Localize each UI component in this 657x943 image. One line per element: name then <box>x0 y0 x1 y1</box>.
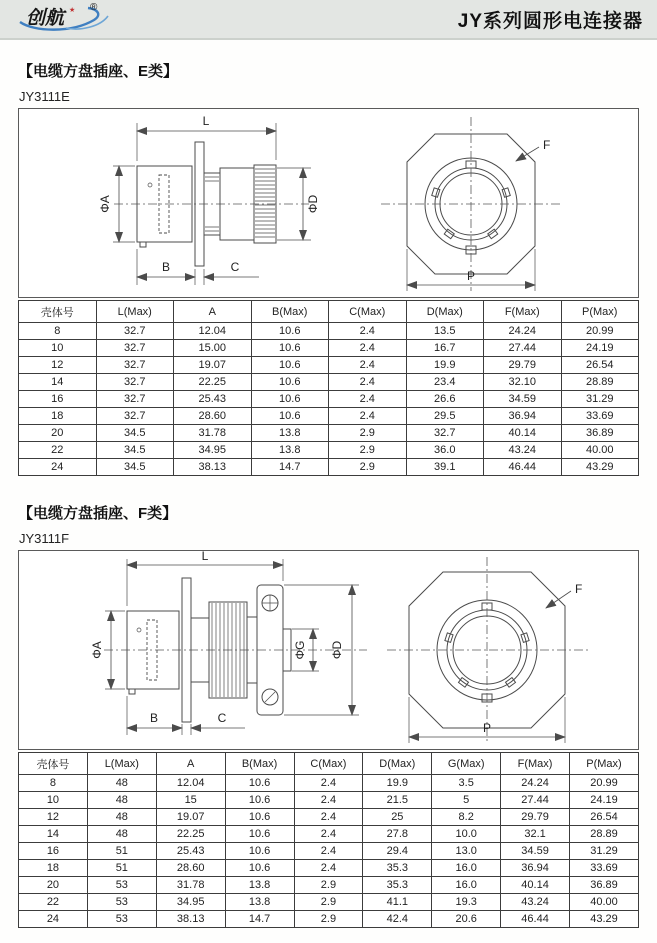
technical-drawing-e <box>18 108 639 298</box>
column-header: D(Max) <box>406 301 484 323</box>
table-row <box>19 775 639 792</box>
table-cell: 34.59 <box>501 843 570 860</box>
table-cell: 13.8 <box>251 425 329 442</box>
table-cell: 10 <box>19 792 88 809</box>
table-cell: 43.24 <box>484 442 562 459</box>
table-cell: 13.8 <box>225 894 294 911</box>
table-cell: 29.79 <box>484 357 562 374</box>
table-cell: 31.29 <box>570 843 639 860</box>
table-cell: 23.4 <box>406 374 484 391</box>
side-view-e <box>98 114 320 285</box>
dim-label-F: F <box>543 138 551 152</box>
table-cell: 22 <box>19 894 88 911</box>
column-header: C(Max) <box>329 301 407 323</box>
brand-logo <box>14 0 118 40</box>
drawing-f-svg <box>19 551 637 749</box>
table-cell: 10.6 <box>251 374 329 391</box>
table-cell: 2.4 <box>294 843 363 860</box>
table-cell: 10.6 <box>225 843 294 860</box>
table-cell: 28.60 <box>156 860 225 877</box>
table-cell: 12 <box>19 357 97 374</box>
table-cell: 16 <box>19 391 97 408</box>
table-cell: 5 <box>432 792 501 809</box>
front-view-e <box>381 117 561 291</box>
table-cell: 10.6 <box>225 809 294 826</box>
table-cell: 19.3 <box>432 894 501 911</box>
table-cell: 32.7 <box>96 323 174 340</box>
table-cell: 32.7 <box>96 340 174 357</box>
dim-label-phiD: ΦD <box>306 194 320 214</box>
table-cell: 26.54 <box>570 809 639 826</box>
table-cell: 2.9 <box>329 459 407 476</box>
column-header: A <box>156 753 225 775</box>
table-cell: 46.44 <box>501 911 570 928</box>
table-cell: 28.89 <box>570 826 639 843</box>
table-cell: 34.95 <box>174 442 252 459</box>
logo-graphic <box>14 0 118 35</box>
column-header: L(Max) <box>96 301 174 323</box>
table-cell: 2.4 <box>329 391 407 408</box>
table-cell: 32.7 <box>96 391 174 408</box>
table-cell: 2.9 <box>294 911 363 928</box>
table-cell: 13.0 <box>432 843 501 860</box>
table-cell: 2.9 <box>294 894 363 911</box>
table-cell: 26.6 <box>406 391 484 408</box>
table-cell: 34.5 <box>96 442 174 459</box>
table-cell: 43.29 <box>570 911 639 928</box>
column-header: F(Max) <box>484 301 562 323</box>
table-cell: 14 <box>19 374 97 391</box>
table-cell: 36.89 <box>561 425 639 442</box>
table-cell: 34.95 <box>156 894 225 911</box>
table-row <box>19 357 639 374</box>
column-header: D(Max) <box>363 753 432 775</box>
table-cell: 2.4 <box>329 408 407 425</box>
table-cell: 38.13 <box>174 459 252 476</box>
table-cell: 40.14 <box>501 877 570 894</box>
table-cell: 10.6 <box>225 860 294 877</box>
table-cell: 41.1 <box>363 894 432 911</box>
table-cell: 33.69 <box>561 408 639 425</box>
table-cell: 32.10 <box>484 374 562 391</box>
table-cell: 8 <box>19 323 97 340</box>
table-cell: 32.7 <box>96 357 174 374</box>
table-cell: 20.99 <box>561 323 639 340</box>
table-cell: 20.99 <box>570 775 639 792</box>
table-cell: 40.14 <box>484 425 562 442</box>
dim-label-phiA2: ΦA <box>90 641 104 659</box>
column-header: A <box>174 301 252 323</box>
page-title: JY系列圆形电连接器 <box>457 10 643 32</box>
table-cell: 14 <box>19 826 88 843</box>
table-cell: 51 <box>87 860 156 877</box>
table-cell: 14.7 <box>251 459 329 476</box>
table-row <box>19 894 639 911</box>
column-header: B(Max) <box>251 301 329 323</box>
model-number-e: JY3111E <box>19 89 70 104</box>
logo-text: 创航 <box>26 7 65 29</box>
side-view-f <box>90 551 367 735</box>
table-row <box>19 792 639 809</box>
section-f-type <box>0 502 657 928</box>
table-cell: 2.4 <box>294 826 363 843</box>
table-cell: 46.44 <box>484 459 562 476</box>
table-cell: 2.4 <box>294 775 363 792</box>
table-cell: 48 <box>87 809 156 826</box>
column-header: L(Max) <box>87 753 156 775</box>
table-cell: 10.6 <box>251 391 329 408</box>
table-cell: 16.0 <box>432 860 501 877</box>
table-cell: 25.43 <box>156 843 225 860</box>
table-cell: 14.7 <box>225 911 294 928</box>
front-view-f <box>387 557 589 743</box>
table-row <box>19 826 639 843</box>
table-cell: 29.4 <box>363 843 432 860</box>
table-cell: 10.0 <box>432 826 501 843</box>
page-header <box>0 0 657 40</box>
table-cell: 26.54 <box>561 357 639 374</box>
table-cell: 8.2 <box>432 809 501 826</box>
table-cell: 19.9 <box>406 357 484 374</box>
table-cell: 3.5 <box>432 775 501 792</box>
spec-table-e <box>18 300 639 476</box>
table-cell: 51 <box>87 843 156 860</box>
table-cell: 2.4 <box>329 374 407 391</box>
table-cell: 13.5 <box>406 323 484 340</box>
table-cell: 2.9 <box>329 442 407 459</box>
table-cell: 40.00 <box>561 442 639 459</box>
table-cell: 10.6 <box>225 792 294 809</box>
table-cell: 10 <box>19 340 97 357</box>
table-cell: 42.4 <box>363 911 432 928</box>
bayonet-tabs-f <box>445 603 529 702</box>
table-cell: 16.7 <box>406 340 484 357</box>
table-row <box>19 843 639 860</box>
table-cell: 43.24 <box>501 894 570 911</box>
table-cell: 24.19 <box>570 792 639 809</box>
technical-drawing-f <box>18 550 639 750</box>
dim-label-L: L <box>202 114 210 128</box>
table-cell: 2.4 <box>294 809 363 826</box>
table-cell: 24.19 <box>561 340 639 357</box>
table-cell: 27.44 <box>501 792 570 809</box>
table-cell: 31.78 <box>174 425 252 442</box>
spec-table-f <box>18 752 639 928</box>
table-cell: 53 <box>87 877 156 894</box>
column-header: P(Max) <box>561 301 639 323</box>
table-cell: 24 <box>19 459 97 476</box>
dim-label-B2: B <box>149 711 159 725</box>
column-header: G(Max) <box>432 753 501 775</box>
dim-label-B: B <box>161 260 171 274</box>
table-cell: 39.1 <box>406 459 484 476</box>
table-cell: 10.6 <box>251 340 329 357</box>
table-cell: 38.13 <box>156 911 225 928</box>
dim-label-P2: P <box>482 721 492 735</box>
table-cell: 12.04 <box>174 323 252 340</box>
table-row <box>19 391 639 408</box>
table-cell: 22 <box>19 442 97 459</box>
table-row <box>19 860 639 877</box>
table-cell: 36.89 <box>570 877 639 894</box>
table-row <box>19 408 639 425</box>
table-cell: 27.8 <box>363 826 432 843</box>
table-cell: 36.0 <box>406 442 484 459</box>
table-cell: 53 <box>87 894 156 911</box>
table-cell: 32.7 <box>96 408 174 425</box>
table-cell: 10.6 <box>225 826 294 843</box>
table-cell: 12 <box>19 809 88 826</box>
table-cell: 22.25 <box>156 826 225 843</box>
column-header: P(Max) <box>570 753 639 775</box>
table-cell: 18 <box>19 408 97 425</box>
table-cell: 18 <box>19 860 88 877</box>
table-cell: 27.44 <box>484 340 562 357</box>
table-cell: 8 <box>19 775 88 792</box>
drawing-e-svg <box>19 109 637 297</box>
table-cell: 53 <box>87 911 156 928</box>
table-cell: 12.04 <box>156 775 225 792</box>
dim-label-P: P <box>466 269 476 283</box>
table-cell: 31.29 <box>561 391 639 408</box>
table-cell: 10.6 <box>225 775 294 792</box>
table-cell: 35.3 <box>363 877 432 894</box>
table-cell: 43.29 <box>561 459 639 476</box>
table-cell: 24.24 <box>501 775 570 792</box>
column-header: 壳体号 <box>19 301 97 323</box>
table-cell: 20 <box>19 425 97 442</box>
table-cell: 2.4 <box>329 357 407 374</box>
table-cell: 40.00 <box>570 894 639 911</box>
table-cell: 34.59 <box>484 391 562 408</box>
table-cell: 24 <box>19 911 88 928</box>
table-cell: 22.25 <box>174 374 252 391</box>
dim-label-phiD2: ΦD <box>330 640 344 660</box>
table-cell: 36.94 <box>484 408 562 425</box>
dim-label-F2: F <box>575 582 583 596</box>
table-cell: 28.89 <box>561 374 639 391</box>
table-cell: 19.07 <box>156 809 225 826</box>
table-cell: 32.7 <box>96 374 174 391</box>
column-header: 壳体号 <box>19 753 88 775</box>
table-cell: 10.6 <box>251 323 329 340</box>
table-cell: 20 <box>19 877 88 894</box>
table-cell: 13.8 <box>225 877 294 894</box>
table-cell: 33.69 <box>570 860 639 877</box>
table-row <box>19 459 639 476</box>
table-cell: 48 <box>87 792 156 809</box>
table-cell: 15.00 <box>174 340 252 357</box>
model-number-f: JY3111F <box>19 531 70 546</box>
table-cell: 20.6 <box>432 911 501 928</box>
table-row <box>19 911 639 928</box>
table-header-row <box>19 301 639 323</box>
table-cell: 48 <box>87 826 156 843</box>
table-header-row <box>19 753 639 775</box>
table-cell: 25 <box>363 809 432 826</box>
section-e-type <box>0 60 657 476</box>
table-cell: 2.4 <box>329 340 407 357</box>
table-cell: 34.5 <box>96 425 174 442</box>
table-cell: 24.24 <box>484 323 562 340</box>
table-cell: 36.94 <box>501 860 570 877</box>
table-cell: 16.0 <box>432 877 501 894</box>
table-row <box>19 374 639 391</box>
table-cell: 2.4 <box>294 792 363 809</box>
table-row <box>19 877 639 894</box>
table-cell: 35.3 <box>363 860 432 877</box>
table-cell: 21.5 <box>363 792 432 809</box>
table-cell: 16 <box>19 843 88 860</box>
column-header: F(Max) <box>501 753 570 775</box>
registered-trademark-icon: ® <box>90 1 98 13</box>
table-cell: 48 <box>87 775 156 792</box>
dim-label-phiG: ΦG <box>293 640 307 660</box>
table-cell: 19.07 <box>174 357 252 374</box>
column-header: B(Max) <box>225 753 294 775</box>
table-cell: 34.5 <box>96 459 174 476</box>
dim-label-phiA: ΦA <box>98 195 112 213</box>
section-heading-e: 【电缆方盘插座、E类】 <box>18 63 179 80</box>
dim-label-L2: L <box>201 551 209 563</box>
table-cell: 2.9 <box>294 877 363 894</box>
table-cell: 32.7 <box>406 425 484 442</box>
table-cell: 2.9 <box>329 425 407 442</box>
table-cell: 25.43 <box>174 391 252 408</box>
table-cell: 29.79 <box>501 809 570 826</box>
column-header: C(Max) <box>294 753 363 775</box>
table-cell: 31.78 <box>156 877 225 894</box>
table-cell: 10.6 <box>251 408 329 425</box>
dim-label-C: C <box>230 260 240 274</box>
section-heading-f: 【电缆方盘插座、F类】 <box>18 505 178 522</box>
table-cell: 2.4 <box>329 323 407 340</box>
table-row <box>19 425 639 442</box>
table-cell: 13.8 <box>251 442 329 459</box>
table-row <box>19 442 639 459</box>
table-cell: 28.60 <box>174 408 252 425</box>
dim-label-C2: C <box>217 711 227 725</box>
table-cell: 15 <box>156 792 225 809</box>
table-cell: 2.4 <box>294 860 363 877</box>
table-row <box>19 340 639 357</box>
table-cell: 32.1 <box>501 826 570 843</box>
table-row <box>19 809 639 826</box>
table-cell: 10.6 <box>251 357 329 374</box>
logo-star-icon: ★ <box>69 6 76 14</box>
table-row <box>19 323 639 340</box>
table-cell: 19.9 <box>363 775 432 792</box>
table-cell: 29.5 <box>406 408 484 425</box>
